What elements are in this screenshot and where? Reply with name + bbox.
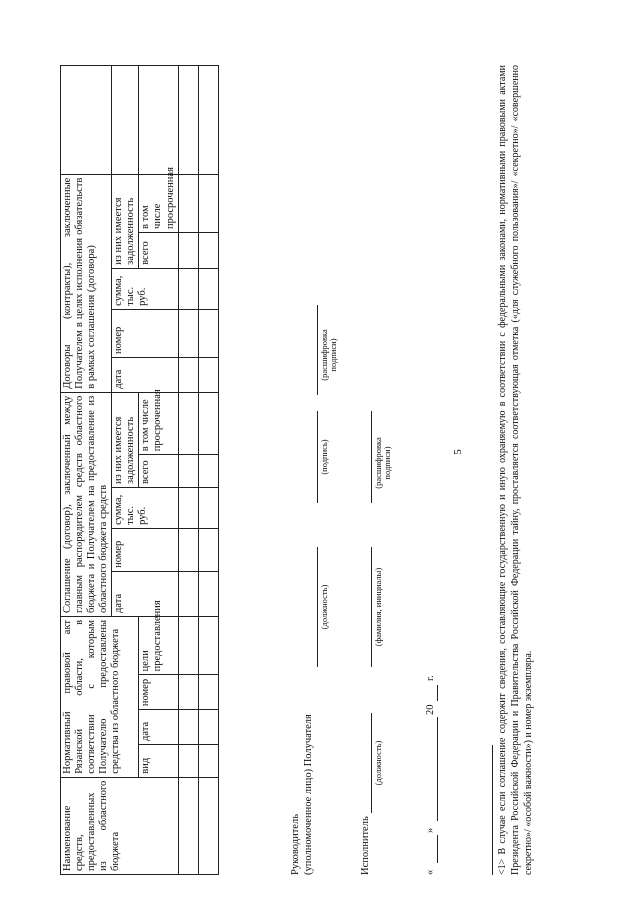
date-open-quote: « bbox=[425, 869, 436, 875]
footnote: <1> В случае если соглашение содержит сведения, составляющие государственную и иную охраняемую в соответствии с федеральными законами, нормативными правовыми актами Президента Российской Федерации и Правительства Российской Федерации тайну, проставляется соответствующая отметка («для служебного пользования»/ «секретно»/ «совершенно секретно»/ «особой важности») и номер экземпляра. bbox=[497, 65, 534, 875]
header-extra bbox=[61, 66, 112, 175]
header-agreement: Соглашение (договор), заключенный между главным распорядителем средств областного бюджета и Получателем на предоставление из областного бюджета средств bbox=[61, 392, 112, 616]
rotated-sheet bbox=[0, 40, 602, 895]
page-number: 5 bbox=[451, 449, 464, 455]
head-position-line bbox=[317, 547, 318, 667]
header-extra-2 bbox=[112, 66, 139, 175]
head-sign-line bbox=[317, 411, 318, 503]
date-month-line bbox=[437, 717, 438, 821]
header-agreement-debt-total: всего bbox=[139, 455, 178, 488]
header-funds-name: Наименование средств, предоставленных из областного бюджета bbox=[61, 777, 179, 874]
header-contract-debt: из них имеется задолженность bbox=[112, 174, 139, 268]
header-agreement-sum: сумма, тыс. руб. bbox=[112, 487, 178, 528]
header-agreement-debt: из них имеется задолженность bbox=[112, 392, 139, 487]
head-title: Руководитель bbox=[290, 814, 301, 875]
header-contract-number: номер bbox=[112, 309, 178, 357]
header-act-number: номер bbox=[139, 675, 178, 710]
header-agreement-date: дата bbox=[112, 571, 178, 616]
header-contract-debt-overdue: в том числе просроченная bbox=[139, 174, 178, 232]
header-agreement-number: номер bbox=[112, 528, 178, 571]
header-extra-3 bbox=[139, 66, 178, 175]
header-contract-sum: сумма, тыс. руб. bbox=[112, 268, 178, 309]
header-legal-act: Нормативный правовой акт Рязанской области, в соответствии с которым Получателю предоставлены средства из областного бюджета bbox=[61, 616, 139, 777]
header-agreement-debt-overdue: в том числе просроченная bbox=[139, 392, 178, 454]
executor-decode-hint: (расшифровка подписи) bbox=[373, 437, 393, 489]
executor-name-line bbox=[371, 547, 372, 667]
head-decode-line bbox=[317, 305, 318, 395]
head-position-hint: (должность) bbox=[319, 584, 329, 630]
executor-decode-line bbox=[371, 411, 372, 503]
executor-title: Исполнитель bbox=[360, 816, 371, 875]
date-year-prefix: 20 bbox=[425, 704, 436, 715]
executor-name-hint: (фамилия, инициалы) bbox=[373, 567, 383, 647]
table-row bbox=[198, 66, 218, 875]
report-table bbox=[60, 65, 219, 875]
date-year-line bbox=[437, 685, 438, 701]
head-sign-hint: (подпись) bbox=[319, 439, 329, 475]
head-title-sub: (уполномоченное лицо) Получателя bbox=[303, 714, 314, 875]
executor-position-line bbox=[371, 713, 372, 813]
header-contract-date: дата bbox=[112, 357, 178, 392]
date-close-quote: » bbox=[425, 827, 436, 833]
table-row bbox=[178, 66, 198, 875]
header-act-goals: цели предоставления bbox=[139, 616, 178, 674]
date-year-suffix: г. bbox=[425, 675, 436, 681]
header-act-date: дата bbox=[139, 710, 178, 745]
footnote-separator bbox=[492, 745, 493, 875]
header-contract-debt-total: всего bbox=[139, 233, 178, 269]
date-day-line bbox=[437, 835, 438, 863]
header-act-kind: вид bbox=[139, 744, 178, 777]
executor-position-hint: (должность) bbox=[373, 740, 383, 786]
header-contracts: Договоры (контракты), заключенные Получателем в целях исполнения обязательств в рамках соглашения (договора) bbox=[61, 174, 112, 392]
head-decode-hint: (расшифровка подписи) bbox=[319, 329, 339, 381]
